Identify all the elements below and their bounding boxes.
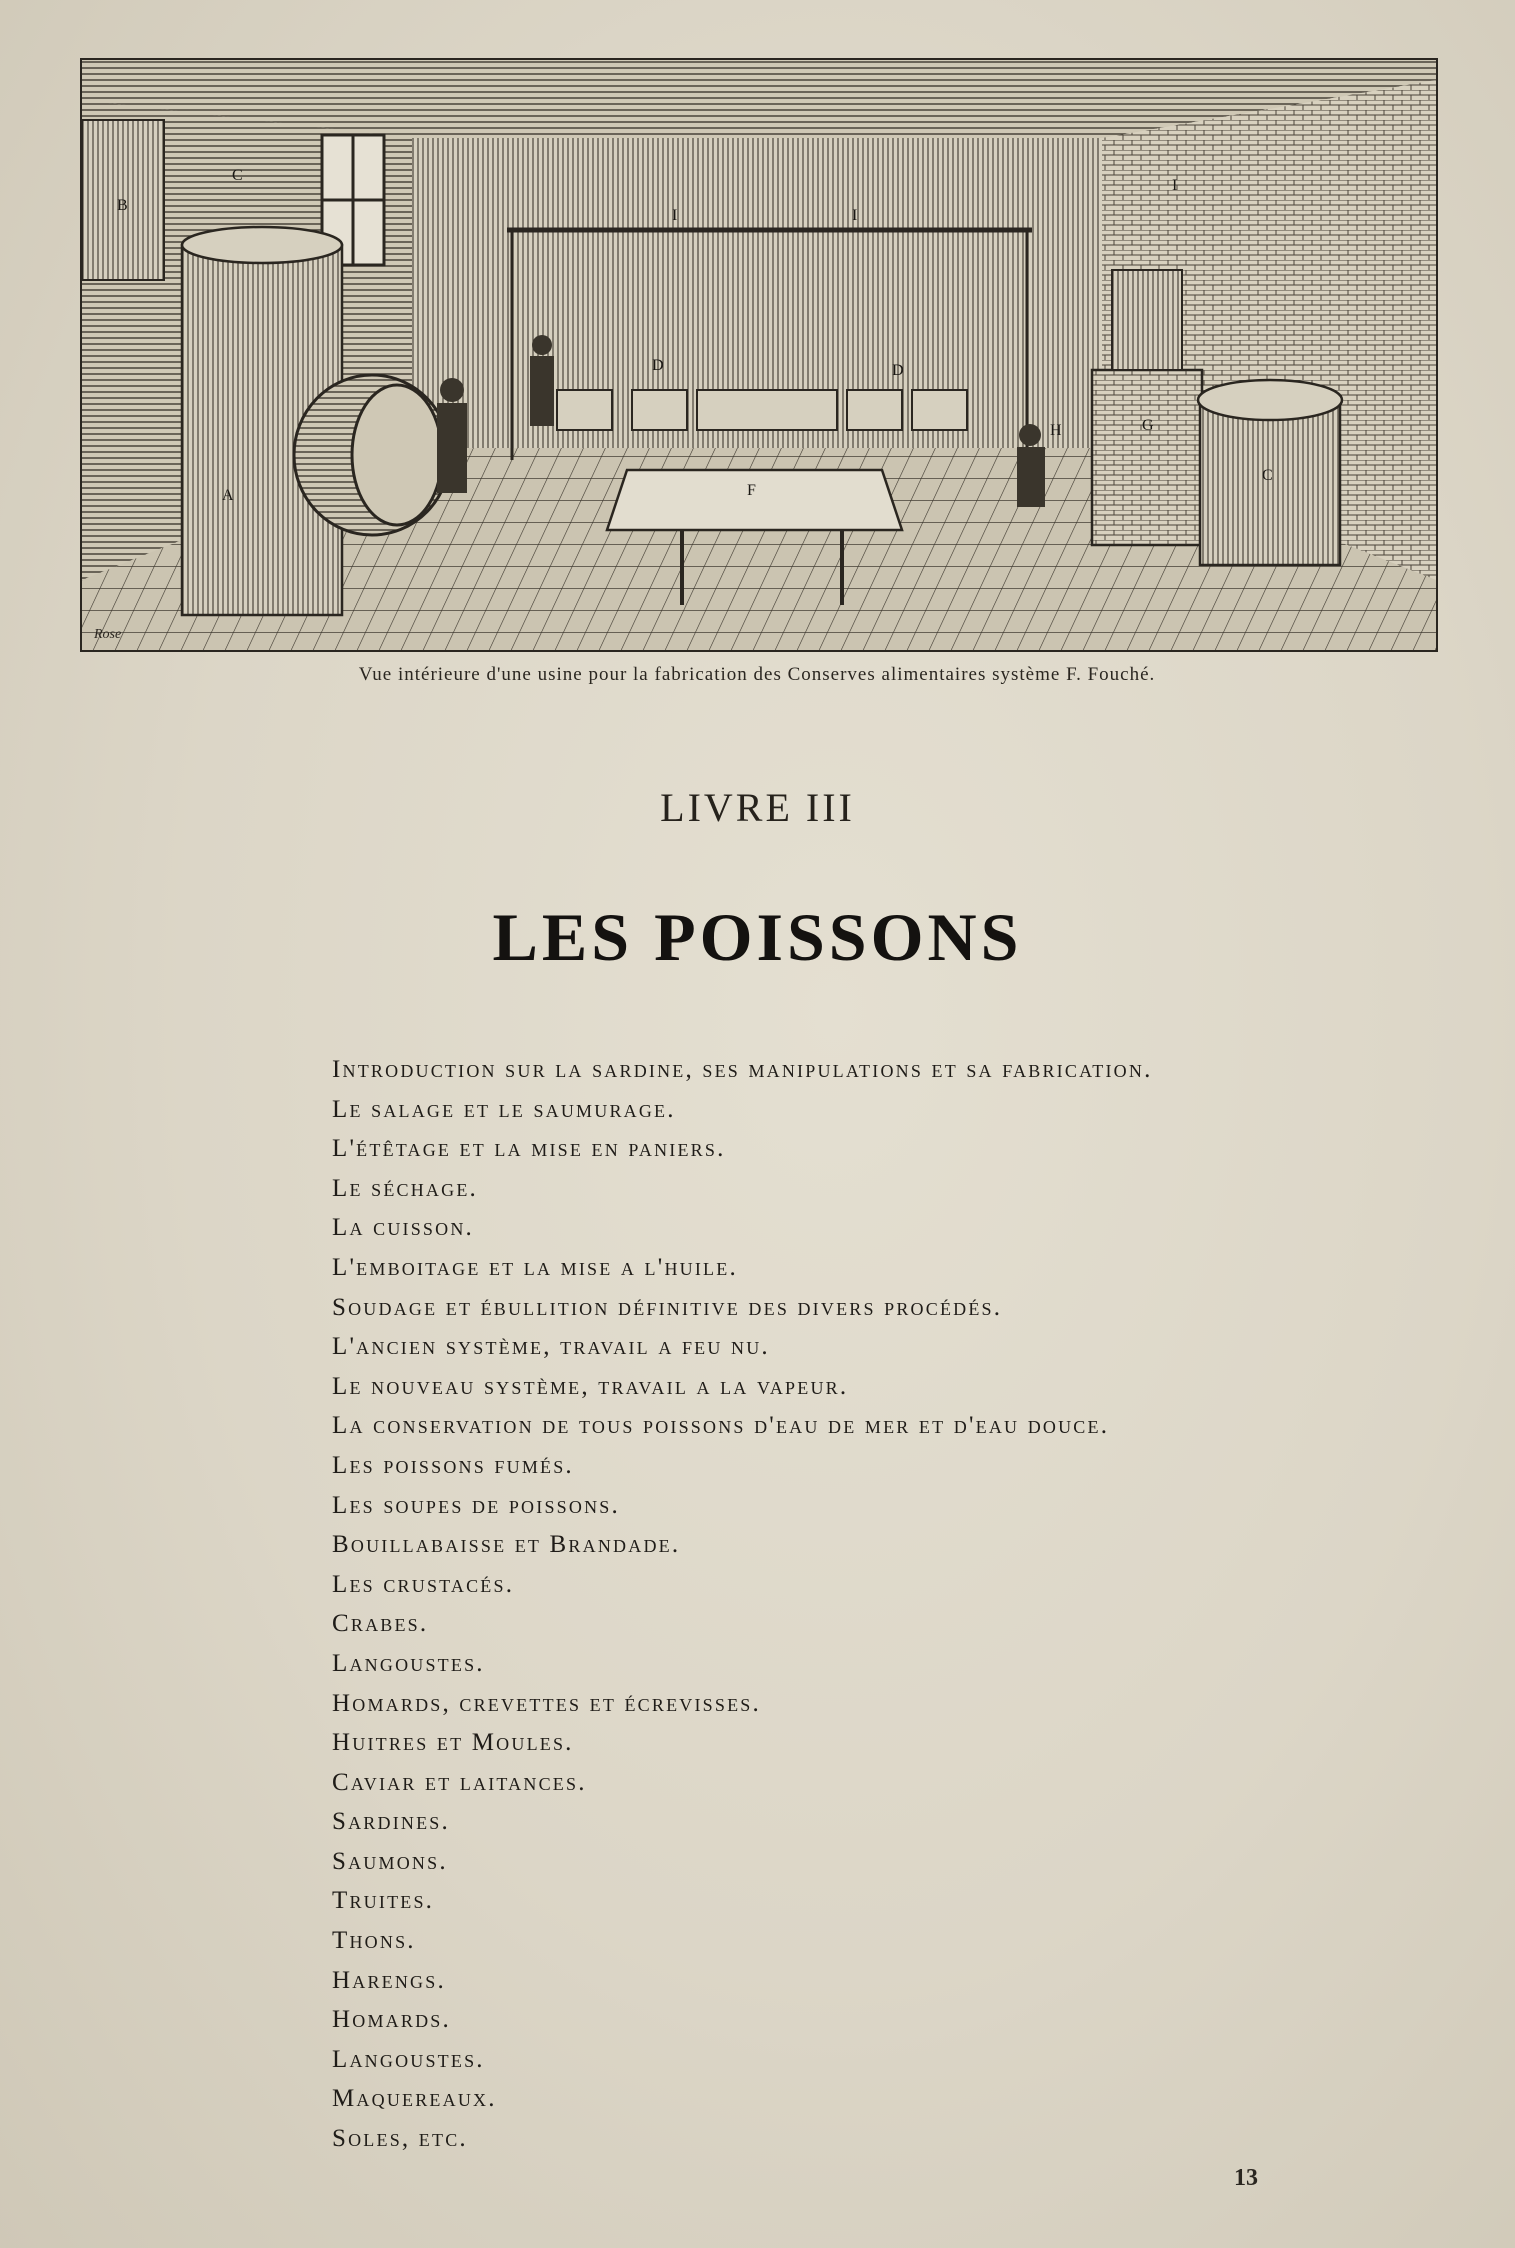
- contents-item: L'étêtage et la mise en paniers.: [332, 1135, 726, 1163]
- engraving-drawing: [82, 60, 1436, 650]
- contents-item: Huitres et Moules.: [332, 1729, 574, 1757]
- contents-item: Thons.: [332, 1927, 416, 1955]
- illustration-caption: Vue intérieure d'une usine pour la fabrication des Conserves alimentaires système F. Fouché.: [358, 664, 1156, 685]
- label-d-left: D: [652, 357, 664, 374]
- chapter-title: LES POISSONS: [492, 899, 1023, 975]
- contents-item: Les soupes de poissons.: [332, 1491, 620, 1519]
- book-heading: LIVRE III: [660, 785, 855, 830]
- contents-item: Le séchage.: [332, 1174, 478, 1202]
- label-d-right: D: [892, 362, 904, 379]
- contents-item: Le salage et le saumurage.: [332, 1095, 676, 1123]
- contents-item: Saumons.: [332, 1847, 448, 1875]
- label-f: F: [747, 482, 756, 499]
- label-b: B: [117, 197, 128, 214]
- contents-item: Homards, crevettes et écrevisses.: [332, 1689, 761, 1717]
- page-number: 13: [1234, 2165, 1258, 2191]
- contents-item: Introduction sur la sardine, ses manipulations et sa fabrication.: [332, 1056, 1153, 1083]
- contents-item: Le nouveau système, travail a la vapeur.: [332, 1372, 849, 1400]
- contents-item: Homards.: [332, 2006, 451, 2034]
- contents-list: [332, 1050, 1332, 2159]
- contents-item: Truites.: [332, 1887, 435, 1915]
- contents-item: Crabes.: [332, 1610, 429, 1638]
- contents-item: L'emboitage et la mise a l'huile.: [332, 1253, 738, 1281]
- contents-item: Bouillabaisse et Brandade.: [332, 1531, 681, 1559]
- contents-item: La conservation de tous poissons d'eau de mer et d'eau douce.: [332, 1412, 1110, 1440]
- label-a: A: [222, 487, 234, 504]
- contents-item: Maquereaux.: [332, 2085, 497, 2113]
- label-i-3: I: [1172, 177, 1178, 194]
- contents-item: L'ancien système, travail a feu nu.: [332, 1333, 770, 1361]
- contents-item: Soles, etc.: [332, 2125, 468, 2153]
- label-g: G: [1142, 417, 1154, 434]
- label-c-left: C: [232, 167, 243, 184]
- label-c-right: C: [1262, 467, 1273, 484]
- label-i-2: I: [852, 207, 858, 224]
- contents-item: Soudage et ébullition définitive des divers procédés.: [332, 1293, 1003, 1321]
- engraver-signature: Rose: [94, 627, 122, 642]
- factory-interior-engraving: [80, 58, 1438, 652]
- label-h: H: [1050, 422, 1062, 439]
- contents-item: Sardines.: [332, 1808, 450, 1836]
- contents-item: Les crustacés.: [332, 1570, 515, 1598]
- contents-item: Langoustes.: [332, 1649, 485, 1677]
- contents-item: Langoustes.: [332, 2045, 485, 2073]
- label-i-1: I: [672, 207, 678, 224]
- contents-item: Les poissons fumés.: [332, 1451, 574, 1479]
- contents-item: La cuisson.: [332, 1214, 474, 1242]
- contents-item: Harengs.: [332, 1966, 446, 1994]
- contents-item: Caviar et laitances.: [332, 1768, 587, 1796]
